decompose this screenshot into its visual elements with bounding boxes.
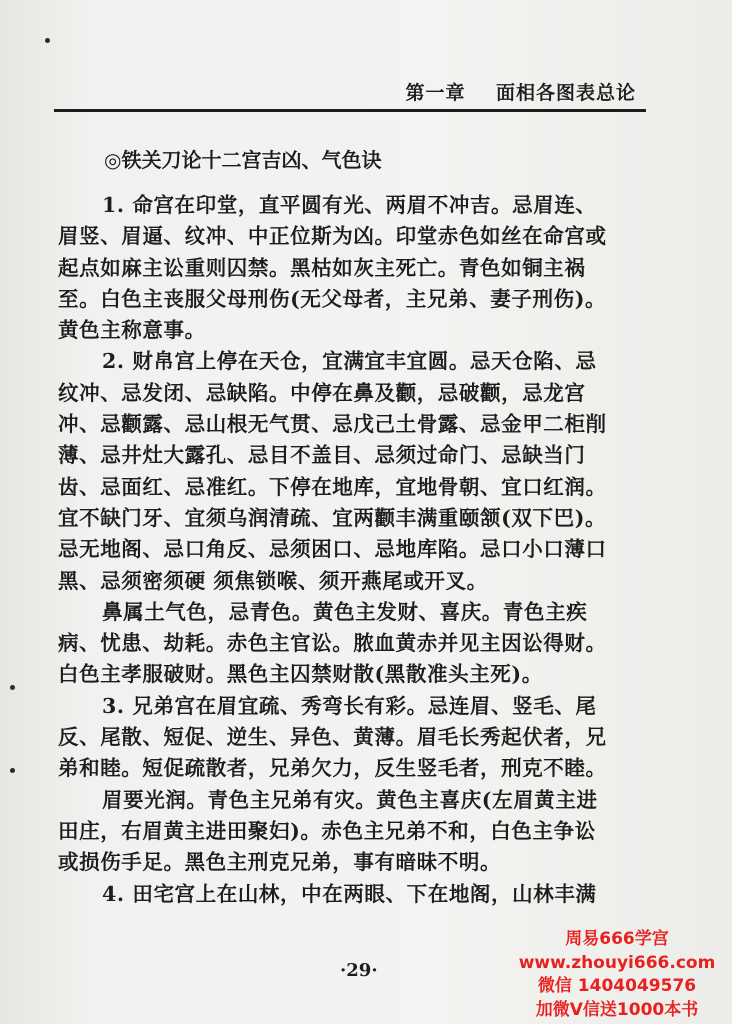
text-line: 弟和睦。短促疏散者，兄弟欠力，反生竖毛者，刑克不睦。 <box>58 756 607 781</box>
text-line: 田庄，右眉黄主进田聚妇)。赤色主兄弟不和，白色主争讼 <box>58 818 596 843</box>
watermark <box>512 928 722 1022</box>
page-number: ·29· <box>340 960 378 981</box>
text-line: 薄、忌井灶大露孔、忌目不盖目、忌须过命门、忌缺当门 <box>58 443 586 468</box>
text-line: 起点如麻主讼重则囚禁。黑枯如灰主死亡。青色如铜主祸 <box>58 255 586 280</box>
text-line: 黑、忌须密须硬 须焦锁喉、须开燕尾或开叉。 <box>58 568 488 593</box>
watermark-line: www.zhouyi666.com <box>518 952 716 973</box>
text-line: 纹冲、忌发闭、忌缺陷。中停在鼻及颧，忌破颧，忌龙宫 <box>58 380 586 405</box>
text-line: 病、忧患、劫耗。赤色主官讼。脓血黄赤并见主因讼得财。 <box>58 631 607 656</box>
text-line: 至。白色主丧服父母刑伤(无父母者，主兄弟、妻子刑伤)。 <box>58 286 607 311</box>
scan-speck <box>45 38 50 43</box>
text-line: 3. 兄弟宫在眉宜疏、秀弯长有彩。忌连眉、竖毛、尾 <box>102 693 597 718</box>
text-line: 眉要光润。青色主兄弟有灾。黄色主喜庆(左眉黄主进 <box>102 787 598 812</box>
watermark-line: 微信 1404049576 <box>537 976 697 996</box>
scan-speck <box>10 685 15 690</box>
text-line: 白色主孝服破财。黑色主囚禁财散(黑散准头主死)。 <box>58 662 543 687</box>
chapter-title: 面相各图表总论 <box>495 82 636 104</box>
text-line: 2. 财帛宫上停在天仓，宜满宜丰宜圆。忌天仓陷、忌 <box>102 349 597 374</box>
running-header <box>54 74 644 104</box>
text-line: 4. 田宅宫上在山林，中在两眼、下在地阁，山林丰满 <box>102 881 597 906</box>
text-line: 齿、忌面红、忌准红。下停在地库，宜地骨朝、宜口红润。 <box>58 474 607 499</box>
text-line: 黄色主称意事。 <box>58 318 206 343</box>
text-line: 冲、忌颧露、忌山根无气贯、忌戊己土骨露、忌金甲二柜削 <box>58 412 607 437</box>
scan-speck <box>10 768 15 773</box>
body-text <box>58 190 650 910</box>
header-rule <box>54 109 646 112</box>
watermark-line: 加微V信送1000本书 <box>535 999 699 1020</box>
text-line: 或损伤手足。黑色主刑克兄弟，事有暗昧不明。 <box>58 850 502 875</box>
text-line: 反、尾散、短促、逆生、异色、黄薄。眉毛长秀起伏者，兄 <box>58 725 607 750</box>
text-line: 1. 命宫在印堂，直平圆有光、两眉不冲吉。忌眉连、 <box>102 193 597 217</box>
text-line: 鼻属土气色，忌青色。黄色主发财、喜庆。青色主疾 <box>102 599 588 624</box>
watermark-line: 周易666学宫 <box>565 929 669 949</box>
text-line: 眉竖、眉逼、纹冲、中正位斯为凶。印堂赤色如丝在命宫或 <box>58 224 607 249</box>
header-title <box>406 78 637 105</box>
section-title: ◎铁关刀论十二宫吉凶、气色诀 <box>104 148 382 172</box>
chapter-label: 第一章 <box>405 82 466 104</box>
text-line: 宜不缺门牙、宜须乌润清疏、宜两颧丰满重颐颔(双下巴)。 <box>58 505 607 530</box>
text-line: 忌无地阁、忌口角反、忌须困口、忌地库陷。忌口小口薄口 <box>58 537 607 562</box>
